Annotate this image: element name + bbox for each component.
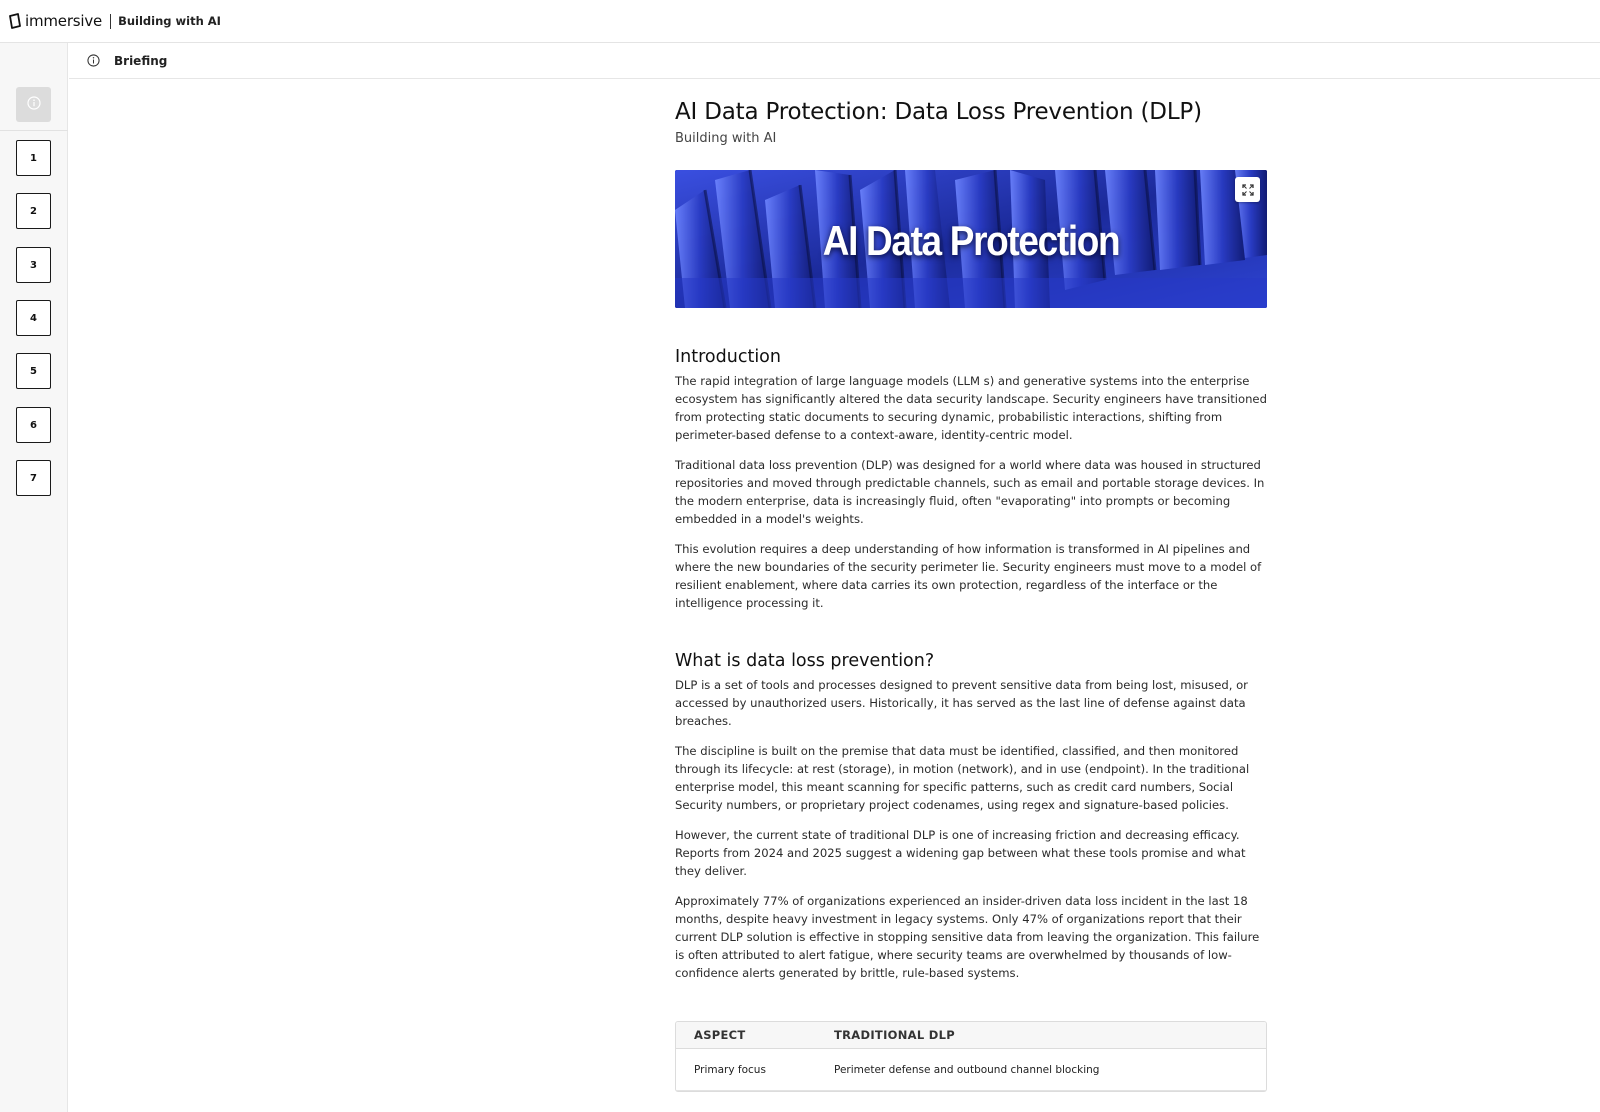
paragraph: Approximately 77% of organizations experienced an insider-driven data loss incident in the last 18 months, despite heavy investment in legacy systems. Only 47% of organizations report that their current DLP solution is effective in stopping sensitive data from leaving the organization. This failure is often attributed to alert fatigue, where security teams are overwhelmed by thousands of low-confidence alerts generated by brittle, rule-based systems. (675, 894, 1260, 980)
paragraph: The rapid integration of large language models (LLM s) and generative systems into the enterprise ecosystem has significantly altered the data security landscape. Security engineers have transitioned from protecting static documents to securing dynamic, probabilistic interactions, shifting from perimeter-based defense to a context-aware, identity-centric model. (675, 374, 1267, 442)
expand-image-button[interactable] (1235, 177, 1260, 202)
table-cell: Primary focus (694, 1063, 766, 1076)
comparison-table (675, 1021, 1267, 1092)
step-button-4[interactable]: 4 (16, 300, 51, 336)
course-title: Building with AI (118, 14, 221, 28)
table-cell: Perimeter defense and outbound channel blocking (834, 1063, 1100, 1076)
page-title: AI Data Protection: Data Loss Prevention (DLP) (675, 99, 1202, 125)
paragraph: This evolution requires a deep understanding of how information is transformed in AI pipelines and where the new boundaries of the security perimeter lie. Security engineers must move to a model of resilient enablement, where data carries its own protection, regardless of the interface or the intelligence processing it. (675, 542, 1262, 610)
logo-text: immersive (25, 12, 103, 30)
column-header-aspect: ASPECT (694, 1028, 746, 1042)
briefing-bar (69, 43, 1600, 79)
header-divider (110, 14, 111, 29)
briefing-label: Briefing (114, 53, 168, 68)
page-subtitle: Building with AI (675, 131, 777, 146)
step-button-6[interactable]: 6 (16, 407, 51, 443)
top-bar (0, 0, 1600, 43)
briefing-step-button[interactable] (16, 87, 51, 122)
hero-title: AI Data Protection (822, 217, 1120, 264)
expand-icon (1242, 184, 1254, 196)
step-button-7[interactable]: 7 (16, 460, 51, 496)
info-icon (87, 54, 100, 67)
column-header-traditional-dlp: TRADITIONAL DLP (834, 1028, 955, 1042)
step-button-1[interactable]: 1 (16, 140, 51, 176)
logo-icon (8, 13, 22, 29)
paragraph: The discipline is built on the premise that data must be identified, classified, and then monitored through its lifecycle: at rest (storage), in motion (network), and in use (endpoint). In the traditional enterprise model, this meant scanning for specific patterns, such as credit card numbers, Social Security numbers, or proprietary project codenames, using regex and signature-based policies. (675, 744, 1250, 812)
hero-image (675, 170, 1267, 308)
table-row (676, 1049, 1266, 1091)
section-heading-introduction: Introduction (675, 347, 781, 367)
paragraph: DLP is a set of tools and processes designed to prevent sensitive data from being lost, misused, or accessed by unauthorized users. Historically, it has served as the last line of defense against data breaches. (675, 678, 1248, 728)
rail-divider (0, 130, 68, 131)
paragraph: Traditional data loss prevention (DLP) was designed for a world where data was housed in structured repositories and moved through predictable channels, such as email and portable storage devices. In the modern enterprise, data is increasingly fluid, often "evaporating" into prompts or becoming embedded in a model's weights. (675, 458, 1265, 526)
paragraph: However, the current state of traditional DLP is one of increasing friction and decreasing efficacy. Reports from 2024 and 2025 suggest a widening gap between what these tools promise and what they deliver. (675, 828, 1246, 878)
step-button-3[interactable]: 3 (16, 247, 51, 283)
article (675, 96, 1267, 1092)
step-button-2[interactable]: 2 (16, 193, 51, 229)
table-header (676, 1022, 1266, 1049)
section-heading-what-is-dlp: What is data loss prevention? (675, 651, 935, 671)
step-button-5[interactable]: 5 (16, 353, 51, 389)
step-rail (0, 43, 68, 1112)
info-icon (27, 95, 41, 114)
immersive-logo[interactable] (8, 12, 102, 30)
